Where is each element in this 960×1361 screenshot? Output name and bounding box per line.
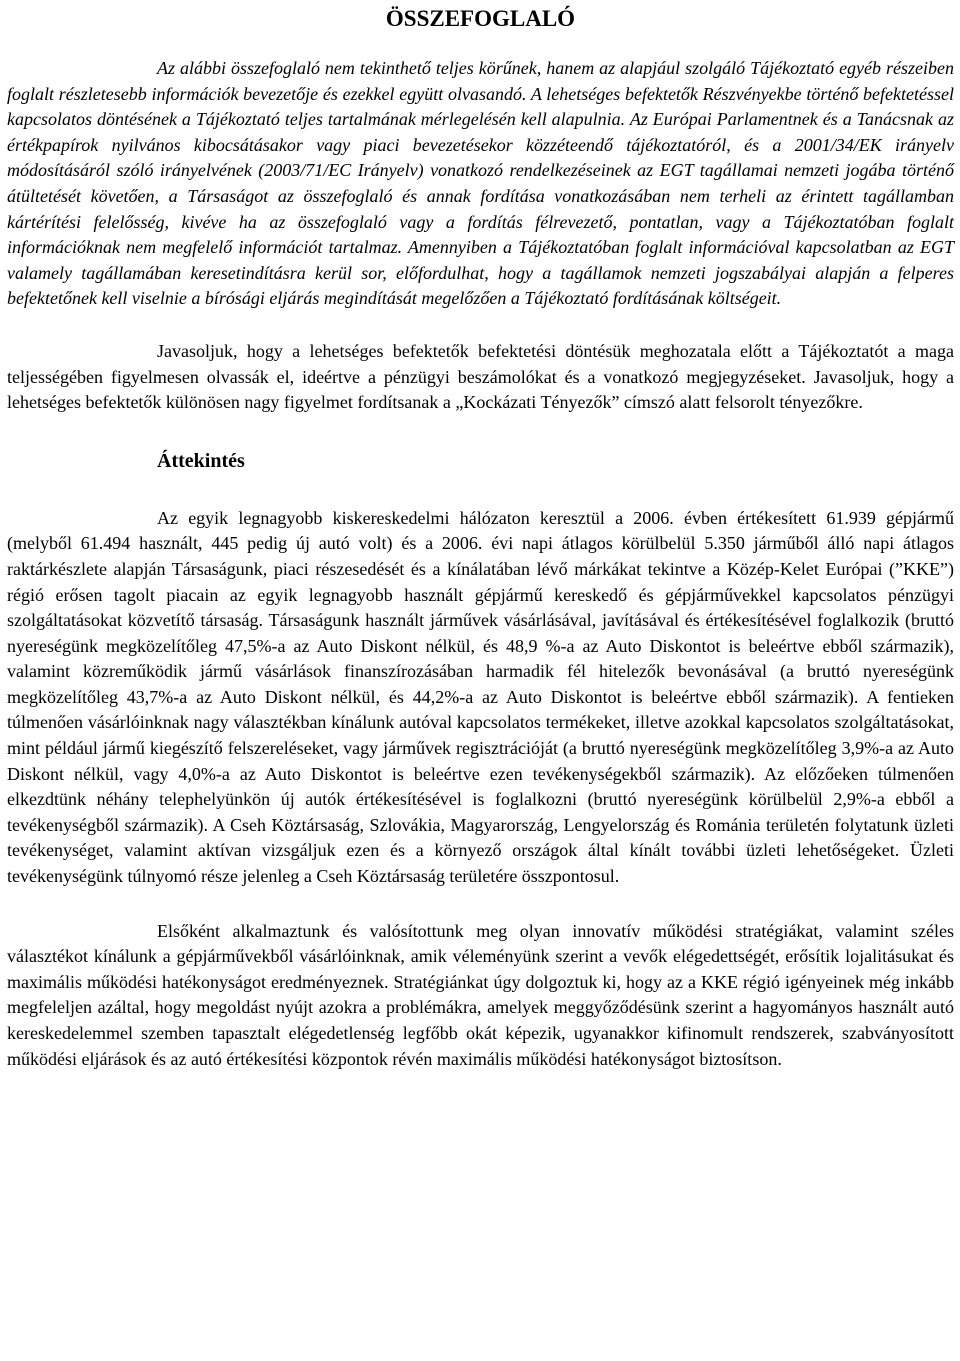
- intro-paragraph: Az alábbi összefoglaló nem tekinthető teljes körűnek, hanem az alapjául szolgáló Tájékoztató egyéb részeiben foglalt részletesebb információk bevezetője és ezekkel együtt olvasandó. A lehetséges befektetők Részvényekbe történő befektetéssel kapcsolatos döntésének a Tájékoztató teljes tartalmának mérlegelésén kell alapulnia. Az Európai Parlamentnek és a Tanácsnak az értékpapírok nyilvános kibocsátásakor vagy piaci bevezetésekor közzéteendő tájékoztatóról, és a 2001/34/EK irányelv módosításáról szóló irányelvének (2003/71/EC Irányelv) vonatkozó rendelkezéseinek az EGT tagállamai nemzeti jogába történő átültetését követően, a Társaságot az összefoglaló és annak fordítása vonatkozásában nem terheli az érintett tagállamban kártérítési felelősség, kivéve ha az összefoglaló vagy a fordítás félrevezető, pontatlan, vagy a Tájékoztatóban foglalt információknak nem megfelelő információt tartalmaz. Amennyiben a Tájékoztatóban foglalt információval kapcsolatban az EGT valamely tagállamában keresetindításra kerül sor, előfordulhat, hogy a tagállamok nemzeti jogszabályai alapján a felperes befektetőnek kell viselnie a bírósági eljárás megindítását megelőzően a Tájékoztató fordításának költségeit.: [7, 58, 954, 309]
- overview-heading: Áttekintés: [157, 449, 245, 472]
- document-title: ÖSSZEFOGLALÓ: [385, 6, 576, 31]
- recommendation-paragraph: Javasoljuk, hogy a lehetséges befektetők befektetési döntésük meghozatala előtt a Tájékoztatót a maga teljességében figyelmesen olvassák el, ideértve a pénzügyi beszámolókat és a vonatkozó megjegyzéseket. Javasoljuk, hogy a lehetséges befektetők különösen nagy figyelmet fordítsanak a „Kockázati Tényezők” címszó alatt felsorolt tényezőkre.: [7, 340, 954, 413]
- overview-paragraph-1: Az egyik legnagyobb kiskereskedelmi hálózaton keresztül a 2006. évben értékesített 61.939 gépjármű (melyből 61.494 használt, 445 pedig új autó volt) és a 2006. évi napi átlagos körülbelül 5.350 járműből álló napi átlagos raktárkészlete alapján Társaságunk, piaci részesedését és a kínálatában lévő márkákat tekintve a Közép-Kelet Európai (”KKE”) régió erősen tagolt piacain az egyik legnagyobb használt gépjármű kereskedő és gépjárművekkel kapcsolatos pénzügyi szolgáltatásokat közvetítő társaság. Társaságunk használt járművek vásárlásával, javításával és értékesítésével foglalkozik (bruttó nyereségünk megközelítőleg 47,5%-a az Auto Diskont nélkül, és 48,9 %-a az Auto Diskontot is beleértve ebből származik), valamint közreműködik jármű vásárlások finanszírozásában harmadik fél hitelezők bevonásával (a bruttó nyereségünk megközelítőleg 43,7%-a az Auto Diskont nélkül, és 44,2%-a az Auto Diskontot is beleértve ebből származik). A fentieken túlmenően vásárlóinknak nagy választékban kínálunk autóval kapcsolatos termékeket, illetve azokkal kapcsolatos szolgáltatásokat, mint például jármű kiegészítő felszereléseket, vagy járművek regisztrációját (a bruttó nyereségünk megközelítőleg 3,9%-a az Auto Diskont nélkül, vagy 4,0%-a az Auto Diskontot is beleértve ezen tevékenységekből származik). Az előzőeken túlmenően elkezdtünk néhány telephelyünkön új autók értékesítésével is foglalkozni (bruttó nyereségünk körülbelül 2,9%-a ebből a tevékenységből származik). A Cseh Köztársaság, Szlovákia, Magyarország, Lengyelország és Románia területén folytatunk üzleti tevékenységet, valamint aktívan vizsgáljuk ezen és a környező országok által kínált további üzleti lehetőségeket. Üzleti tevékenységünk túlnyomó része jelenleg a Cseh Köztársaság területére összpontosul.: [7, 507, 954, 887]
- overview-paragraph-2: Elsőként alkalmaztunk és valósítottunk meg olyan innovatív működési stratégiákat, valamint széles választékot kínálunk a gépjárművekből vásárlóinknak, amik véleményünk szerint a vevők elégedettségét, erősítik lojalitásukat és maximális működési hatékonyságot eredményeznek. Stratégiánkat úgy dolgoztuk ki, hogy az a KKE régió igényeinek még inkább megfeleljen azáltal, hogy megoldást nyújt azokra a problémákra, amelyek meggyőződésünk szerint a hagyományos használt autó kereskedelemmel szemben tapasztalt elégedetlenség legfőbb okát képezik, ugyanakkor kifinomult rendszerek, szabványosított működési eljárások és az autó értékesítési központok révén maximális működési hatékonyságot biztosítson.: [7, 920, 954, 1069]
